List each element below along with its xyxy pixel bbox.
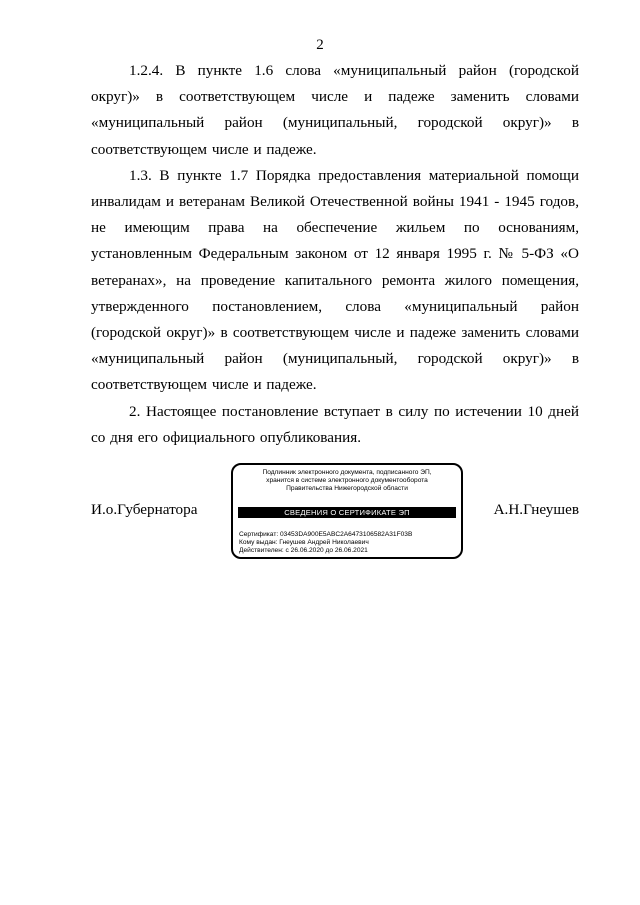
- signature-block: [91, 463, 579, 563]
- stamp-title: СВЕДЕНИЯ О СЕРТИФИКАТЕ ЭП: [238, 507, 456, 518]
- stamp-details: [239, 531, 455, 556]
- page-number: 2: [316, 37, 324, 53]
- electronic-signature-stamp: [231, 463, 463, 559]
- stamp-validity: Действителен: с 26.06.2020 до 26.06.2021: [239, 547, 368, 555]
- stamp-header-line: Правительства Нижегородской области: [286, 485, 408, 493]
- paragraph-1-2-4: 1.2.4. В пункте 1.6 слова «муниципальный район (городской округ)» в соответствующем числе и падеже заменить словами «муниципальный район (муниципальный, городской округ)» в соответствующем числе и падеже.: [91, 62, 579, 158]
- stamp-issued-to: Кому выдан: Гнеушев Андрей Николаевич: [239, 539, 369, 547]
- paragraph-1-3: 1.3. В пункте 1.7 Порядка предоставления материальной помощи инвалидам и ветеранам Великой Отечественной войны 1941 - 1945 годов, не имеющим права на обеспечение жильем по основаниям, установленным Федеральным законом от 12 января 1995 г. № 5-ФЗ «О ветеранах», на проведение капитального ремонта жилого помещения, утвержденного постановлением, слова «муниципальный район (городской округ)» в соответствующем числе и падеже заменить словами «муниципальный район (муниципальный, городской округ)» в соответствующем числе и падеже.: [91, 166, 579, 394]
- document-body: [91, 58, 579, 451]
- stamp-certificate: Сертификат: 03453DA900E5ABC2A6473106582A31F03B: [239, 531, 413, 538]
- stamp-header-line: хранится в системе электронного документооборота: [266, 477, 428, 485]
- stamp-header: [233, 469, 461, 494]
- signer-position: И.о.Губернатора: [91, 501, 198, 518]
- signer-name: А.Н.Гнеушев: [493, 501, 579, 518]
- paragraph-2: 2. Настоящее постановление вступает в силу по истечении 10 дней со дня его официального опубликования.: [91, 402, 579, 446]
- stamp-header-line: Подлинник электронного документа, подписанного ЭП,: [262, 469, 432, 476]
